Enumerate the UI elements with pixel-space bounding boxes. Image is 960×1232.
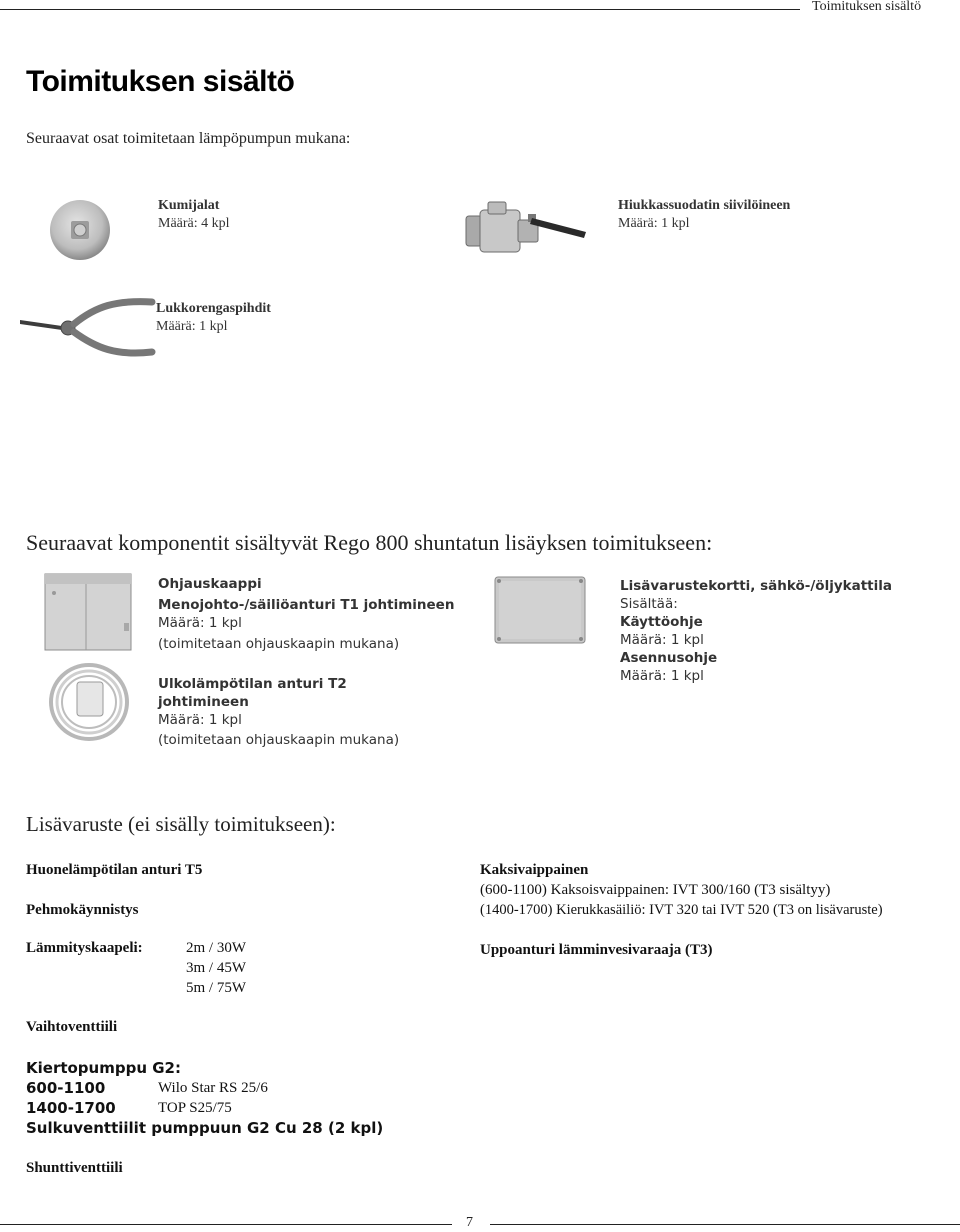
pliers-text <box>156 300 271 336</box>
circ-pump-model: 600-1100 <box>26 1079 106 1097</box>
header-rule <box>0 9 800 10</box>
accessories-heading: Lisävaruste (ei sisälly toimitukseen): <box>26 812 336 836</box>
control-cabinet-image <box>44 573 132 651</box>
pliers-name: Lukkorengaspihdit <box>156 301 271 316</box>
outdoor-sensor-image <box>48 662 130 742</box>
sensor-t1-name: Menojohto-/säiliöanturi T1 johtimineen <box>158 597 455 613</box>
rubber-feet-name: Kumijalat <box>158 198 220 213</box>
rubber-feet-qty: Määrä: 4 kpl <box>158 216 230 231</box>
running-header: Toimituksen sisältö <box>812 0 922 14</box>
intro-text: Seuraavat osat toimitetaan lämpöpumpun mukana: <box>26 130 351 147</box>
circ-pump-row <box>26 1078 383 1098</box>
sensor-t1-note: (toimitetaan ohjauskaapin mukana) <box>158 636 400 652</box>
page-number: 7 <box>466 1215 473 1230</box>
outdoor-t2-qty: Määrä: 1 kpl <box>158 712 242 728</box>
pliers-qty: Määrä: 1 kpl <box>156 319 228 334</box>
rego-card-text <box>620 577 892 685</box>
filter-text <box>618 197 790 233</box>
heating-cable-value: 5m / 75W <box>186 980 246 996</box>
circ-pump-label: Kiertopumppu G2: <box>26 1059 181 1077</box>
card-contains: Sisältää: <box>620 596 678 612</box>
install-name: Asennusohje <box>620 650 718 666</box>
outdoor-t2-note: (toimitetaan ohjauskaapin mukana) <box>158 732 400 748</box>
cabinet-name: Ohjauskaappi <box>158 576 262 592</box>
pliers-image <box>16 296 156 360</box>
rego-heading: Seuraavat komponentit sisältyvät Rego 800 shuntatun lisäyksen toimitukseen: <box>26 530 713 555</box>
card-name: Lisävarustekortti, sähkö-/öljykattila <box>620 578 892 594</box>
switch-valve: Vaihtoventtiili <box>26 1019 118 1035</box>
filter-qty: Määrä: 1 kpl <box>618 216 690 231</box>
double-jacket-line: (1400-1700) Kierukkasäiliö: IVT 320 tai IVT 520 (T3 on lisävaruste) <box>480 902 883 918</box>
circ-pump-row <box>26 1098 383 1118</box>
double-jacket-block <box>480 860 883 920</box>
circ-pump-model: 1400-1700 <box>26 1099 116 1117</box>
shunt-valve: Shunttiventtiili <box>26 1160 123 1176</box>
heating-cable-values <box>186 938 246 998</box>
room-sensor: Huonelämpötilan anturi T5 <box>26 862 203 878</box>
heating-cable-value: 3m / 45W <box>186 960 246 976</box>
outdoor-t2-line1: Ulkolämpötilan anturi T2 <box>158 676 347 692</box>
page-title: Toimituksen sisältö <box>26 65 295 98</box>
accessory-card-image <box>494 576 586 644</box>
double-jacket-line: (600-1100) Kaksoisvaippainen: IVT 300/160 (T3 sisältyy) <box>480 882 831 898</box>
sensor-t1-qty: Määrä: 1 kpl <box>158 615 242 631</box>
rego-cabinet-text <box>158 575 454 653</box>
heating-cable-value: 2m / 30W <box>186 940 246 956</box>
filter-valve-image <box>462 200 592 256</box>
circ-pump-type: TOP S25/75 <box>158 1100 232 1116</box>
outdoor-t2-line2: johtimineen <box>158 694 249 710</box>
filter-name: Hiukkassuodatin siivilöineen <box>618 198 791 213</box>
circulation-pump-block <box>26 1058 383 1138</box>
shutoff-valves: Sulkuventtiilit pumppuun G2 Cu 28 (2 kpl) <box>26 1119 384 1137</box>
heating-cable-label: Lämmityskaapeli: <box>26 940 143 956</box>
immersion-sensor: Uppoanturi lämminvesivaraaja (T3) <box>480 942 713 958</box>
soft-start: Pehmokäynnistys <box>26 902 139 918</box>
install-qty: Määrä: 1 kpl <box>620 668 704 684</box>
rubber-feet-text <box>158 197 230 233</box>
manual-qty: Määrä: 1 kpl <box>620 632 704 648</box>
rubber-feet-image <box>48 198 112 262</box>
double-jacket-name: Kaksivaippainen <box>480 862 589 878</box>
footer-rule-left <box>0 1224 452 1225</box>
manual-name: Käyttöohje <box>620 614 703 630</box>
rego-outdoor-text <box>158 675 399 749</box>
circ-pump-type: Wilo Star RS 25/6 <box>158 1080 268 1096</box>
footer-rule-right <box>490 1224 960 1225</box>
